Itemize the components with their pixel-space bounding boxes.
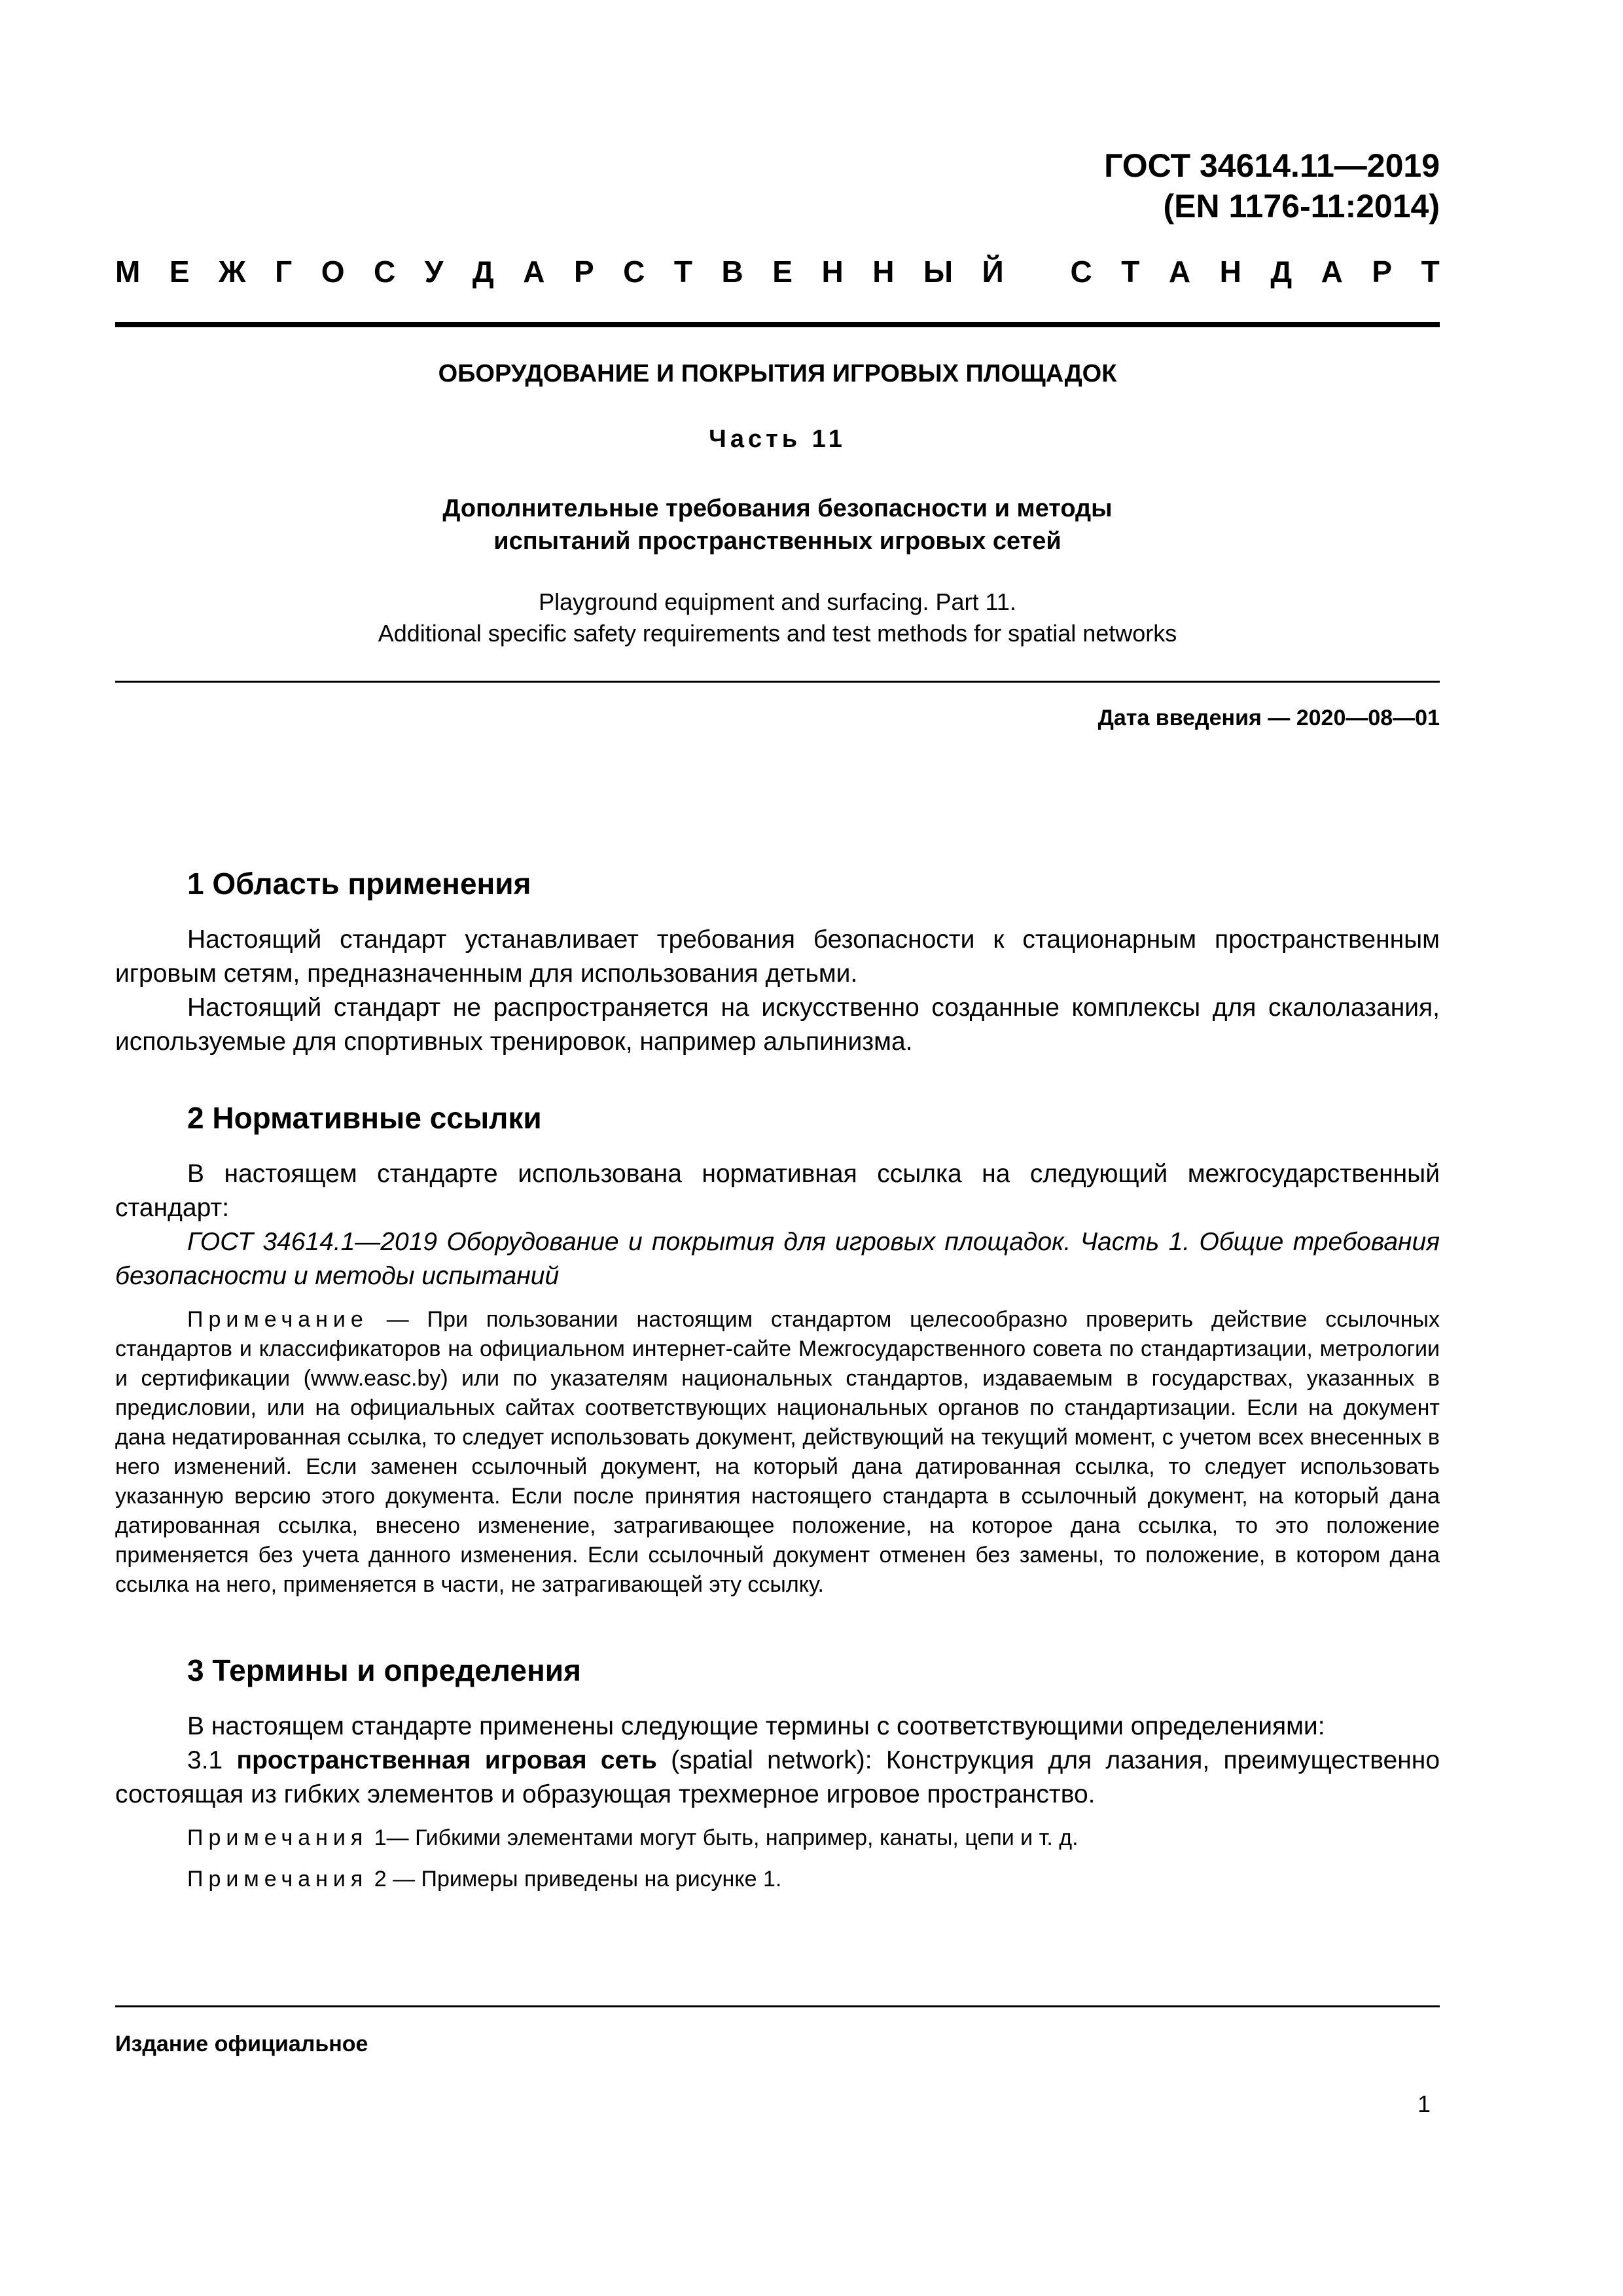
- banner-letter: Ы: [923, 255, 954, 289]
- banner-letter: О: [321, 255, 345, 289]
- interstate-standard-banner: [115, 254, 1440, 289]
- document-body: [115, 864, 1440, 1894]
- banner-letter: С: [623, 255, 645, 289]
- banner-letter: Й: [982, 255, 1004, 289]
- term-number: 3.1: [187, 1746, 237, 1774]
- banner-letter: Н: [821, 255, 844, 289]
- part-title: Часть 11: [709, 425, 846, 453]
- section-3-heading: 3 Термины и определения: [187, 1653, 581, 1687]
- introduction-date: Дата введения — 2020—08—01: [1097, 706, 1440, 730]
- note-2-label: Примечания: [187, 1867, 368, 1892]
- normative-reference: ГОСТ 34614.1—2019 Оборудование и покрытия для игровых площадок. Часть 1. Общие требования безопасности и методы испытаний: [115, 1228, 1440, 1290]
- banner-letter: Р: [1372, 255, 1393, 289]
- banner-letter: Е: [772, 255, 793, 289]
- official-edition-label: Издание официальное: [115, 2032, 368, 2056]
- english-title-line-1: Playground equipment and surfacing. Part 11.: [539, 588, 1016, 615]
- section-1-paragraph-2: Настоящий стандарт не распространяется на искусственно созданные комплексы для скалолазания, используемые для спортивных тренировок, например альпинизма.: [115, 994, 1440, 1056]
- term-definition-text: (spatial network): Конструкция для лазания, преимущественно состоящая из гибких элементов и образующая трехмерное игровое пространство.: [115, 1746, 1440, 1808]
- section-2-paragraph-1: В настоящем стандарте использована нормативная ссылка на следующий межгосударственный стандарт:: [115, 1160, 1440, 1222]
- section-1-paragraph-1: Настоящий стандарт устанавливает требования безопасности к стационарным пространственным игровым сетям, предназначенным для использования детьми.: [115, 925, 1440, 988]
- note-1-label: Примечания: [187, 1825, 368, 1850]
- designation-en: (EN 1176-11:2014): [1163, 188, 1440, 224]
- banner-letter: Н: [1219, 255, 1241, 289]
- banner-letter: В: [721, 255, 743, 289]
- section-2-heading: 2 Нормативные ссылки: [187, 1101, 542, 1135]
- section-3-note-2: [115, 1865, 1440, 1894]
- term-definition: [115, 1744, 1440, 1812]
- term-name: пространственная игровая сеть: [236, 1746, 657, 1774]
- footer-rule: [115, 2005, 1440, 2007]
- banner-letter: Ж: [219, 255, 246, 289]
- banner-letter: Т: [1121, 255, 1140, 289]
- banner-letter: Т: [1421, 255, 1440, 289]
- section-3-note-1: [115, 1823, 1440, 1853]
- standard-designation: [1104, 145, 1440, 226]
- banner-letter: А: [1168, 255, 1191, 289]
- sub-title-line-1: Дополнительные требования безопасности и методы: [442, 495, 1113, 522]
- section-3-paragraph-1: В настоящем стандарте применены следующие термины с соответствующими определениями:: [187, 1712, 1325, 1740]
- note-1-text: 1— Гибкими элементами могут быть, например, канаты, цепи и т. д.: [368, 1825, 1079, 1850]
- note-2-text: 2 — Примеры приведены на рисунке 1.: [368, 1867, 782, 1892]
- page-number: 1: [1417, 2090, 1431, 2117]
- banner-letter: Н: [872, 255, 895, 289]
- banner-letter: Д: [472, 255, 494, 289]
- sub-title-line-2: испытаний пространственных игровых сетей: [493, 528, 1061, 555]
- designation-gost: ГОСТ 34614.11—2019: [1104, 147, 1440, 184]
- header-rule: [115, 322, 1440, 327]
- banner-letter: А: [523, 255, 545, 289]
- banner-letter: Д: [1270, 255, 1293, 289]
- banner-letter: М: [115, 255, 141, 289]
- banner-letter: С: [374, 255, 396, 289]
- banner-letter: Т: [673, 255, 693, 289]
- banner-letter: У: [424, 255, 444, 289]
- english-title: [115, 586, 1440, 649]
- banner-letter: А: [1321, 255, 1343, 289]
- section-1-heading: 1 Область применения: [187, 867, 531, 901]
- banner-letter: [1033, 254, 1041, 289]
- main-title: ОБОРУДОВАНИЕ И ПОКРЫТИЯ ИГРОВЫХ ПЛОЩАДОК: [438, 360, 1117, 387]
- banner-letter: Г: [275, 255, 293, 289]
- note-label: Примечание: [187, 1307, 368, 1332]
- section-2-note: [115, 1305, 1440, 1600]
- banner-letter: Е: [169, 255, 190, 289]
- sub-title: [115, 492, 1440, 558]
- banner-letter: С: [1070, 255, 1092, 289]
- english-title-line-2: Additional specific safety requirements and test methods for spatial networks: [378, 620, 1177, 647]
- note-text: — При пользовании настоящим стандартом целесообразно проверить действие ссылочных стандартов и классификаторов на официальном интернет-сайте Межгосударственного совета по стандартизации, метрологии и сертификации (www.easc.by) или по указателям национальных стандартов, издаваемым в государствах, указанных в предисловии, или на официальных сайтах соответствующих национальных органов по стандартизации. Если на документ дана недатированная ссылка, то следует использовать документ, действующий на текущий момент, с учетом всех внесенных в него изменений. Если заменен ссылочный документ, на который дана датированная ссылка, то следует использовать указанную версию этого документа. Если после принятия настоящего стандарта в ссылочный документ, на который дана датированная ссылка, внесено изменение, затрагивающее положение, на которое дана ссылка, то это положение применяется без учета данного изменения. Если ссылочный документ отменен без замены, то положение, в котором дана ссылка на него, применяется в части, не затрагивающей эту ссылку.: [115, 1307, 1440, 1597]
- banner-letter: Р: [573, 255, 594, 289]
- title-rule: [115, 681, 1440, 683]
